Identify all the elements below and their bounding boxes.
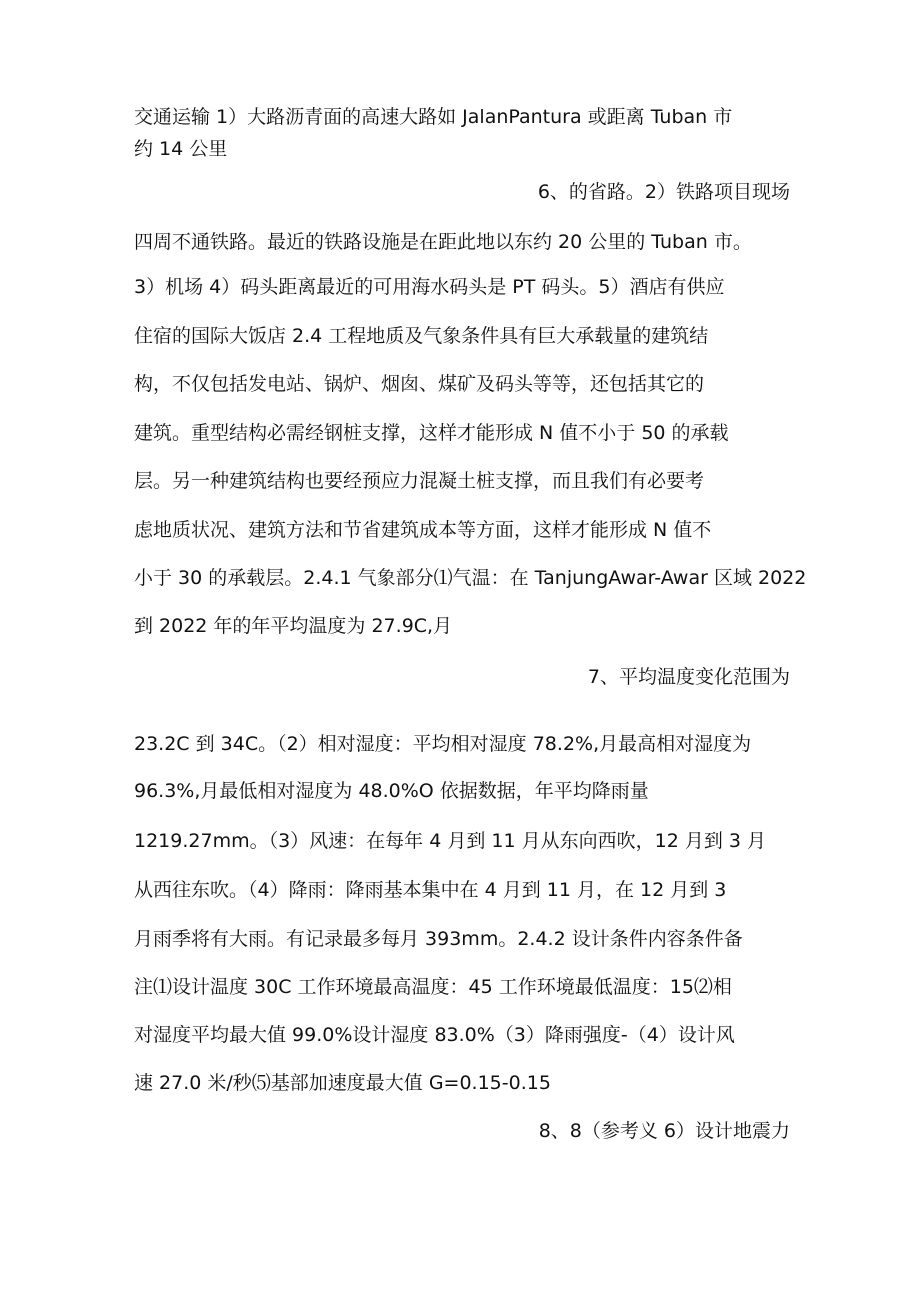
text-line-7: 构，不仅包括发电站、锅炉、烟囱、煤矿及码头等等，还包括其它的 bbox=[134, 373, 705, 395]
text-line-10: 虑地质状况、建筑方法和节省建筑成本等方面，这样才能形成 N 值不 bbox=[134, 519, 712, 541]
text-line-20: 对湿度平均最大值 99.0%设计湿度 83.0%（3）降雨强度-（4）设计风 bbox=[134, 1024, 735, 1046]
text-line-1: 交通运输 1）大路沥青面的高速大路如 JalanPantura 或距离 Tuban 市 bbox=[134, 106, 733, 128]
text-line-8: 建筑。重型结构必需经钢桩支撑，这样才能形成 N 值不小于 50 的承载 bbox=[134, 422, 729, 444]
text-line-15: 96.3%,月最低相对湿度为 48.0%O 依据数据，年平均降雨量 bbox=[134, 780, 649, 802]
text-line-21: 速 27.0 米/秒⑸基部加速度最大值 G=0.15-0.15 bbox=[134, 1072, 551, 1094]
text-line-19: 注⑴设计温度 30C 工作环境最高温度：45 工作环境最低温度：15⑵相 bbox=[134, 976, 732, 998]
text-line-6: 住宿的国际大饭店 2.4 工程地质及气象条件具有巨大承载量的建筑结 bbox=[134, 325, 709, 347]
text-line-12: 到 2022 年的年平均温度为 27.9C,月 bbox=[134, 615, 453, 637]
text-line-22: 8、8（参考义 6）设计地震力 bbox=[538, 1120, 790, 1142]
text-line-13: 7、平均温度变化范围为 bbox=[587, 666, 790, 688]
text-line-14: 23.2C 到 34C。（2）相对湿度：平均相对湿度 78.2%,月最高相对湿度为 bbox=[134, 733, 752, 755]
text-line-18: 月雨季将有大雨。有记录最多每月 393mm。2.4.2 设计条件内容条件备 bbox=[134, 928, 743, 950]
text-line-17: 从西往东吹。（4）降雨：降雨基本集中在 4 月到 11 月，在 12 月到 3 bbox=[134, 879, 727, 901]
text-line-5: 3）机场 4）码头距离最近的可用海水码头是 PT 码头。5）酒店有供应 bbox=[134, 276, 725, 298]
text-line-16: 1219.27mm。（3）风速：在每年 4 月到 11 月从东向西吹，12 月到 3 月 bbox=[134, 830, 766, 852]
text-line-11: 小于 30 的承载层。2.4.1 气象部分⑴气温：在 TanjungAwar-Awar 区域 2022 bbox=[134, 567, 807, 589]
text-line-4: 四周不通铁路。最近的铁路设施是在距此地以东约 20 公里的 Tuban 市。 bbox=[134, 231, 752, 253]
text-line-9: 层。另一种建筑结构也要经预应力混凝土桩支撑，而且我们有必要考 bbox=[134, 470, 705, 492]
text-line-2: 约 14 公里 bbox=[134, 138, 228, 160]
text-line-3: 6、的省路。2）铁路项目现场 bbox=[537, 181, 790, 203]
